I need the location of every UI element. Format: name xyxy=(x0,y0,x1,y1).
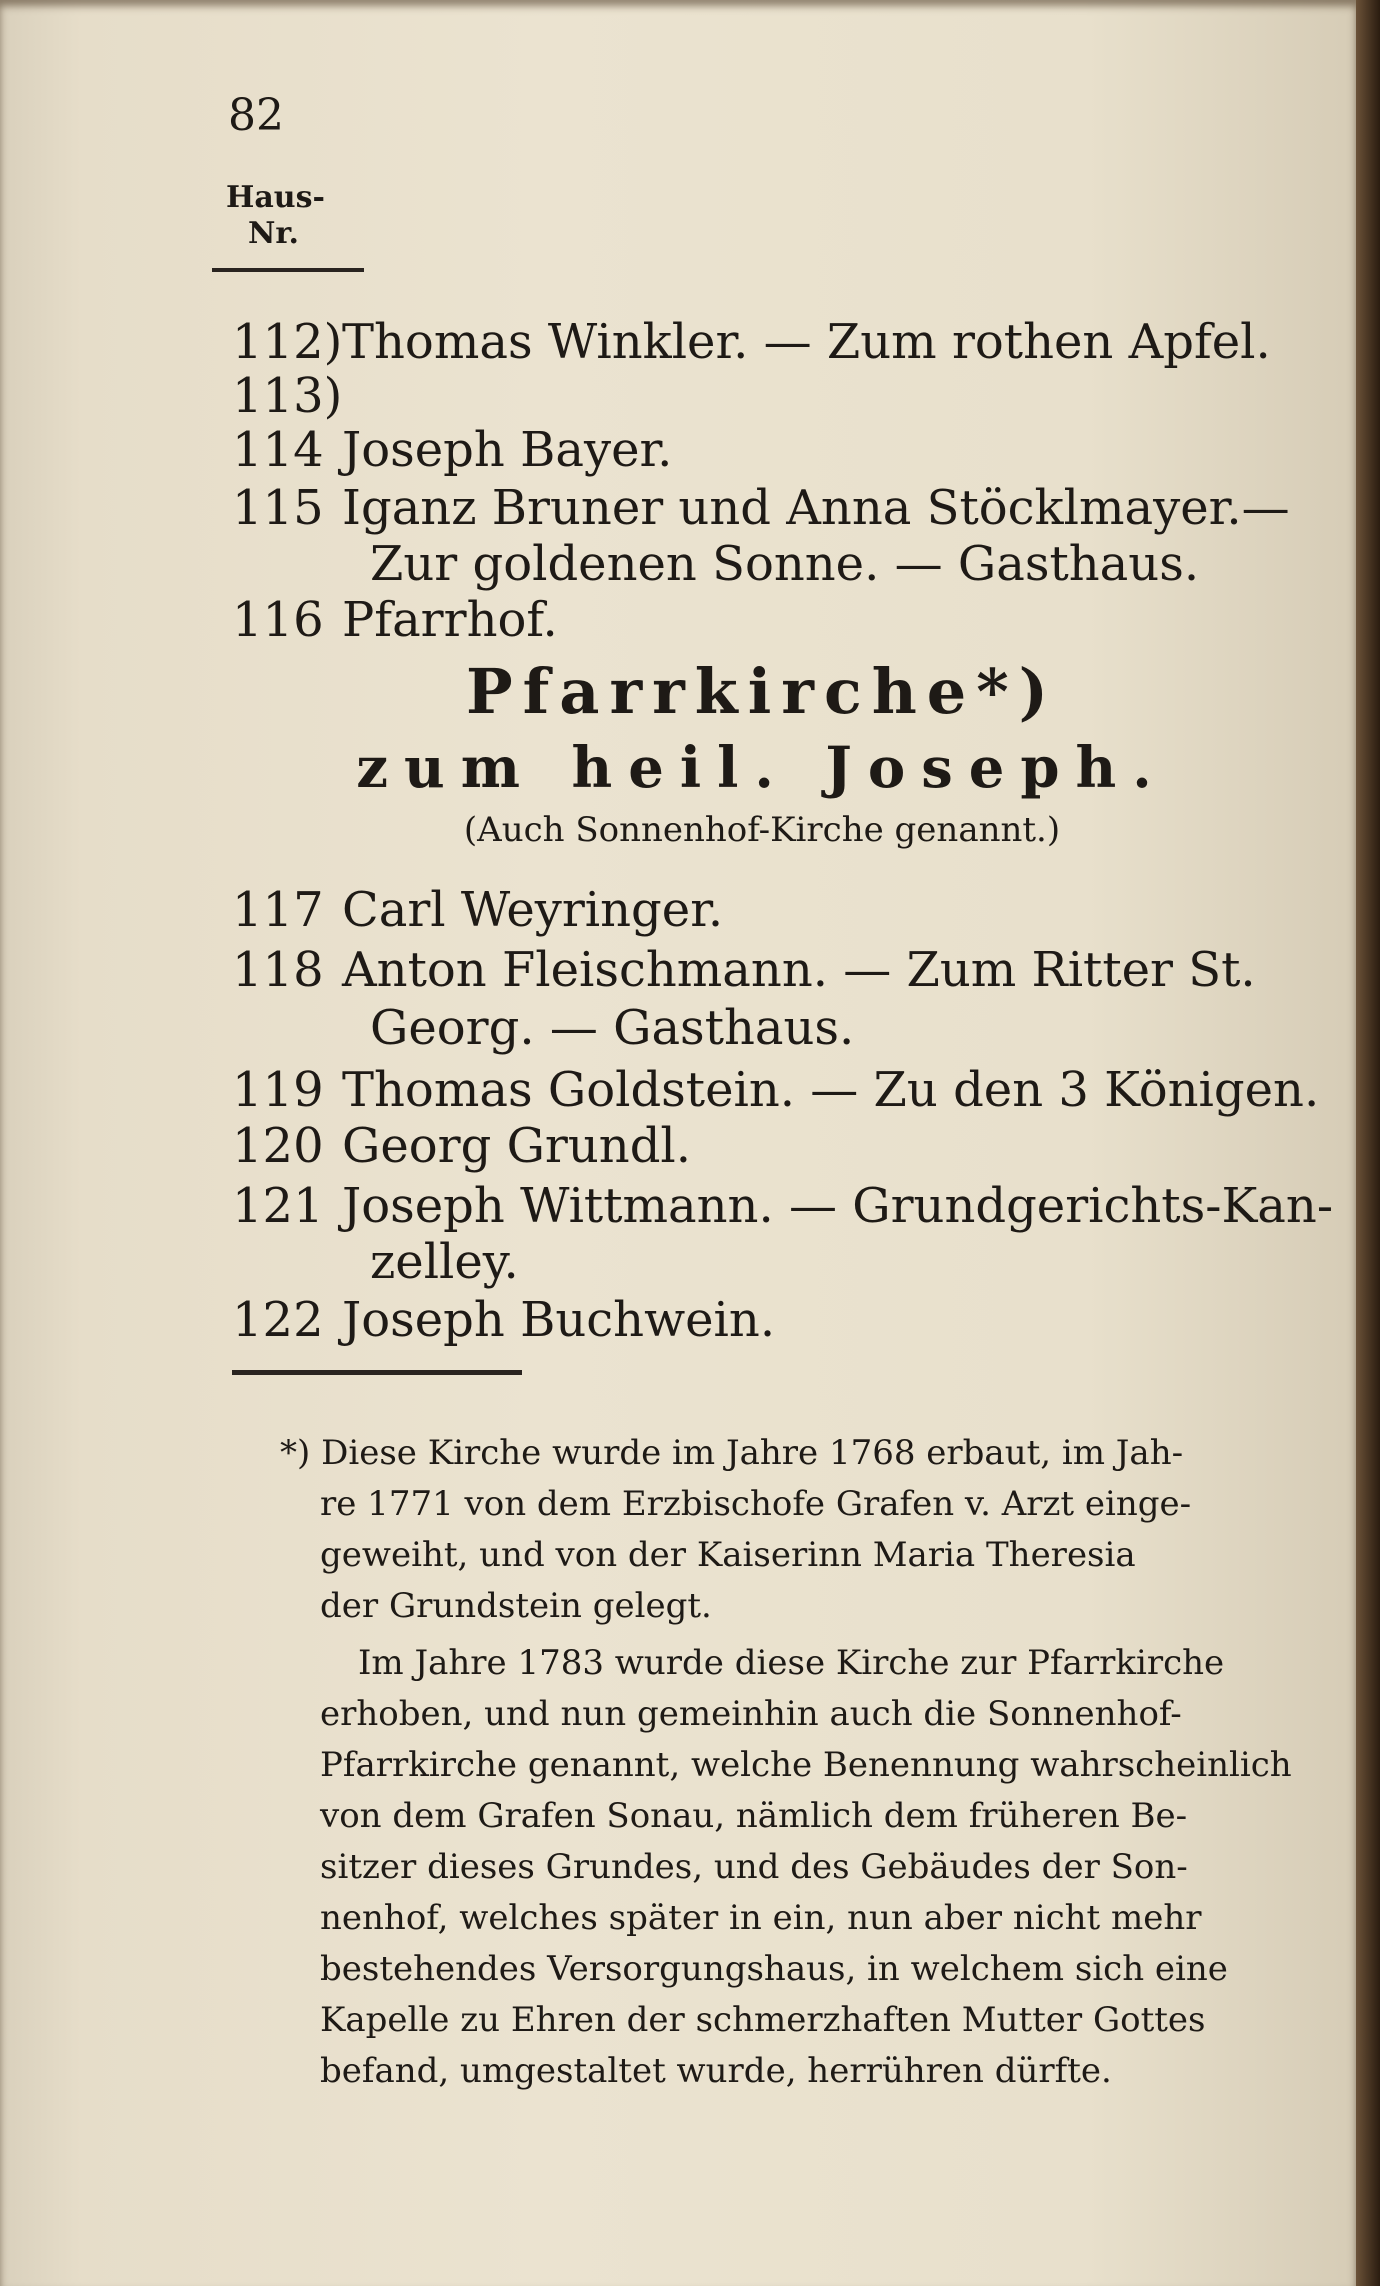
column-header xyxy=(226,180,325,252)
footnote-line: bestehendes Versorgungshaus, in welchem sich eine xyxy=(320,1949,1228,1989)
entry-118 xyxy=(232,940,1256,1000)
entry-text: Iganz Bruner und Anna Stöcklmayer.— xyxy=(342,480,1290,536)
entry-121-continuation: zelley. xyxy=(370,1234,519,1290)
entry-text: Joseph Bayer. xyxy=(342,422,673,478)
entry-118-continuation: Georg. — Gasthaus. xyxy=(370,1000,855,1056)
footnote-line: Kapelle zu Ehren der schmerzhaften Mutter Gottes xyxy=(320,2000,1206,2040)
footnote-line: sitzer dieses Grundes, und des Gebäudes der Son- xyxy=(320,1847,1188,1887)
entry-text: Thomas Winkler. — Zum rothen Apfel. xyxy=(342,314,1271,370)
column-header-line2: Nr. xyxy=(248,216,299,251)
entry-116 xyxy=(232,590,558,650)
entry-number: 121 xyxy=(232,1178,324,1234)
church-subtitle: zum heil. Joseph. xyxy=(356,735,1168,801)
footnote-line: befand, umgestaltet wurde, herrühren dürfte. xyxy=(320,2051,1112,2091)
entry-120 xyxy=(232,1116,691,1176)
entry-text: Carl Weyringer. xyxy=(342,882,724,938)
footnote-line: *) Diese Kirche wurde im Jahre 1768 erbaut, im Jah- xyxy=(280,1433,1184,1473)
column-header-line1: Haus- xyxy=(226,180,325,215)
footnote-line: nenhof, welches später in ein, nun aber nicht mehr xyxy=(320,1898,1202,1938)
entry-115-continuation: Zur goldenen Sonne. — Gasthaus. xyxy=(370,536,1200,592)
church-note: (Auch Sonnenhof-Kirche genannt.) xyxy=(463,810,1061,850)
entry-text: Thomas Goldstein. — Zu den 3 Königen. xyxy=(342,1062,1320,1118)
entry-number: 122 xyxy=(232,1292,324,1348)
footnote-line: der Grundstein gelegt. xyxy=(320,1586,712,1626)
entry-117 xyxy=(232,880,723,940)
footnote-line: Pfarrkirche genannt, welche Benennung wahrscheinlich xyxy=(320,1745,1292,1785)
entry-number: 115 xyxy=(232,480,324,536)
church-title: Pfarrkirche*) xyxy=(465,655,1058,728)
entry-text: Joseph Buchwein. xyxy=(342,1292,776,1348)
entry-number: 120 xyxy=(232,1118,324,1174)
entry-114 xyxy=(232,420,672,480)
entry-number: 116 xyxy=(232,592,324,648)
entry-number: 112) xyxy=(232,314,343,370)
entry-119 xyxy=(232,1060,1319,1120)
entry-115 xyxy=(232,478,1290,538)
entry-text: Pfarrhof. xyxy=(342,592,558,648)
entry-122 xyxy=(232,1290,775,1350)
entry-113 xyxy=(232,366,342,426)
footnote-line: Im Jahre 1783 wurde diese Kirche zur Pfarrkirche xyxy=(358,1643,1225,1683)
entry-number: 114 xyxy=(232,422,324,478)
entry-text: Anton Fleischmann. — Zum Ritter St. xyxy=(342,942,1256,998)
entry-number: 117 xyxy=(232,882,324,938)
footnote-rule xyxy=(232,1370,522,1375)
entry-text: Joseph Wittmann. — Grundgerichts-Kan- xyxy=(342,1178,1334,1234)
footnote-line: erhoben, und nun gemeinhin auch die Sonnenhof- xyxy=(320,1694,1182,1734)
entry-121 xyxy=(232,1176,1333,1236)
entry-number: 113) xyxy=(232,368,343,424)
column-header-rule xyxy=(212,268,364,272)
entry-text: Georg Grundl. xyxy=(342,1118,692,1174)
footnote-line: von dem Grafen Sonau, nämlich dem früheren Be- xyxy=(320,1796,1188,1836)
page-number: 82 xyxy=(228,90,284,141)
entry-number: 119 xyxy=(232,1062,324,1118)
book-binding-edge xyxy=(1356,0,1380,2286)
entry-112 xyxy=(232,312,1271,372)
footnote-line: re 1771 von dem Erzbischofe Grafen v. Arzt einge- xyxy=(320,1484,1192,1524)
entry-number: 118 xyxy=(232,942,324,998)
footnote-line: geweiht, und von der Kaiserinn Maria Theresia xyxy=(320,1535,1136,1575)
